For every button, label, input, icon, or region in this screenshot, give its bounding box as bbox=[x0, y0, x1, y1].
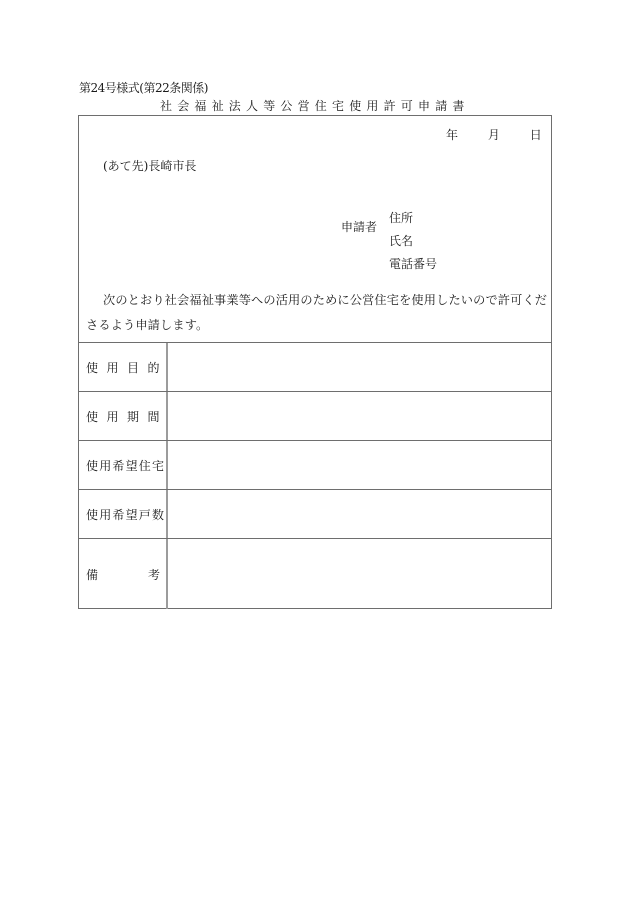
remarks-input[interactable] bbox=[168, 539, 551, 609]
applicant-address-label: 住所 bbox=[389, 211, 414, 225]
form-header-section bbox=[79, 116, 551, 343]
applicant-phone-label: 電話番号 bbox=[389, 257, 438, 271]
applicant-address-field[interactable] bbox=[389, 207, 437, 230]
row-desired-units bbox=[79, 490, 551, 539]
date-year-label: 年 bbox=[446, 128, 459, 142]
row-remarks bbox=[79, 539, 551, 609]
remarks-label-right: 考 bbox=[147, 567, 160, 582]
date-field[interactable] bbox=[446, 126, 542, 143]
remarks-label bbox=[79, 539, 168, 609]
application-form bbox=[78, 115, 552, 609]
applicant-name-label: 氏名 bbox=[389, 234, 414, 248]
applicant-label: 申請者 bbox=[341, 220, 378, 234]
purpose-input[interactable] bbox=[168, 343, 551, 391]
period-input[interactable] bbox=[168, 392, 551, 440]
desired-housing-input[interactable] bbox=[168, 441, 551, 489]
desired-units-label: 使用希望戸数 bbox=[79, 490, 168, 538]
row-purpose bbox=[79, 343, 551, 392]
row-desired-housing bbox=[79, 441, 551, 490]
form-number: 第24号様式(第22条関係) bbox=[79, 81, 208, 95]
row-period bbox=[79, 392, 551, 441]
date-month-label: 月 bbox=[487, 128, 500, 142]
remarks-label-left: 備 bbox=[86, 567, 99, 582]
addressee: (あて先)長崎市長 bbox=[103, 159, 197, 173]
form-title: 社会福祉法人等公営住宅使用許可申請書 bbox=[160, 99, 470, 113]
purpose-label: 使用目的 bbox=[79, 343, 168, 391]
applicant-phone-field[interactable] bbox=[389, 253, 437, 276]
date-day-label: 日 bbox=[529, 128, 542, 142]
request-statement: 次のとおり社会福祉事業等への活用のために公営住宅を使用したいので許可くださるよう申請します。 bbox=[86, 293, 548, 332]
applicant-fields bbox=[389, 207, 437, 276]
applicant-name-field[interactable] bbox=[389, 230, 437, 253]
desired-housing-label: 使用希望住宅 bbox=[79, 441, 168, 489]
desired-units-input[interactable] bbox=[168, 490, 551, 538]
period-label: 使用期間 bbox=[79, 392, 168, 440]
form-rows bbox=[79, 343, 551, 609]
